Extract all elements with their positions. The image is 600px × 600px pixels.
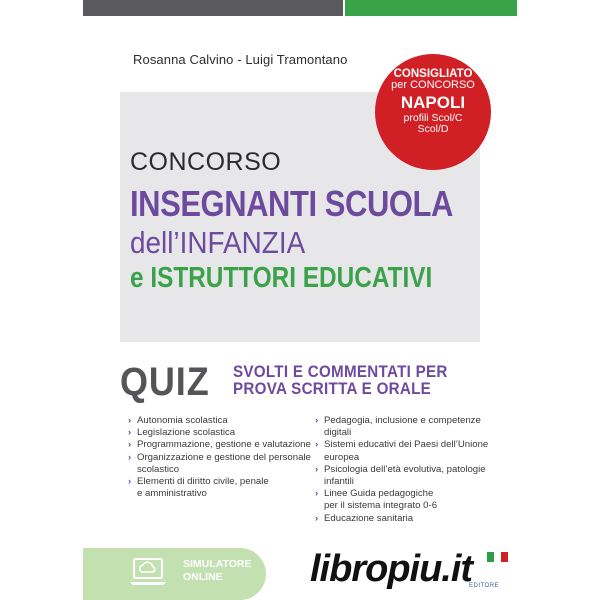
list-item: › Sistemi educativi dei Paesi dell’Unione europea <box>315 439 515 463</box>
title-concorso: CONCORSO <box>130 148 282 176</box>
top-bar-gray <box>83 0 343 16</box>
topics-left-list <box>128 415 318 500</box>
list-item: › Pedagogia, inclusione e competenze digitali <box>315 415 515 439</box>
libropiu-logo: libropiu.it <box>310 548 473 590</box>
list-item: › Organizzazione e gestione del personale scolastico <box>128 452 318 476</box>
quiz-label: QUIZ <box>120 360 210 404</box>
quiz-subtitle <box>233 364 448 399</box>
list-item: › Linee Guida pedagogiche per il sistema integrato 0-6 <box>315 488 515 512</box>
list-item: › Psicologia dell’età evolutiva, patologie infantili <box>315 464 515 488</box>
top-bar-green <box>345 0 517 16</box>
book-cover <box>83 0 517 600</box>
list-item: › Elementi di diritto civile, penale e amministrativo <box>128 476 318 500</box>
list-item: › Educazione sanitaria <box>315 513 515 525</box>
list-item: › Programmazione, gestione e valutazione <box>128 439 318 451</box>
badge-line-2: per CONCORSO <box>391 79 475 92</box>
badge-city: NAPOLI <box>400 92 466 112</box>
simulator-label: SIMULATORE ONLINE <box>183 558 252 583</box>
laptop-cloud-icon <box>128 556 168 588</box>
list-item: › Legislazione scolastica <box>128 427 318 439</box>
title-line-2: dell’INFANZIA <box>130 225 306 260</box>
badge-line-1: CONSIGLIATO <box>393 68 473 80</box>
title-line-1: INSEGNANTI SCUOLA <box>130 183 453 224</box>
logo-tagline: EDITORE <box>469 583 500 589</box>
list-item: › Autonomia scolastica <box>128 415 318 427</box>
title-line-3: e ISTRUTTORI EDUCATIVI <box>130 262 433 294</box>
quiz-subtitle-1: SVOLTI E COMMENTATI PER <box>233 363 448 381</box>
badge-line-5: Scol/D <box>417 123 449 136</box>
italy-flag-icon <box>487 549 509 559</box>
quiz-subtitle-2: PROVA SCRITTA E ORALE <box>233 380 432 399</box>
authors: Rosanna Calvino - Luigi Tramontano <box>133 52 348 67</box>
topics-right-list <box>315 415 515 525</box>
recommendation-badge <box>375 54 491 170</box>
badge-line-4: profili Scol/C <box>403 112 463 125</box>
simulator-badge <box>83 548 266 600</box>
